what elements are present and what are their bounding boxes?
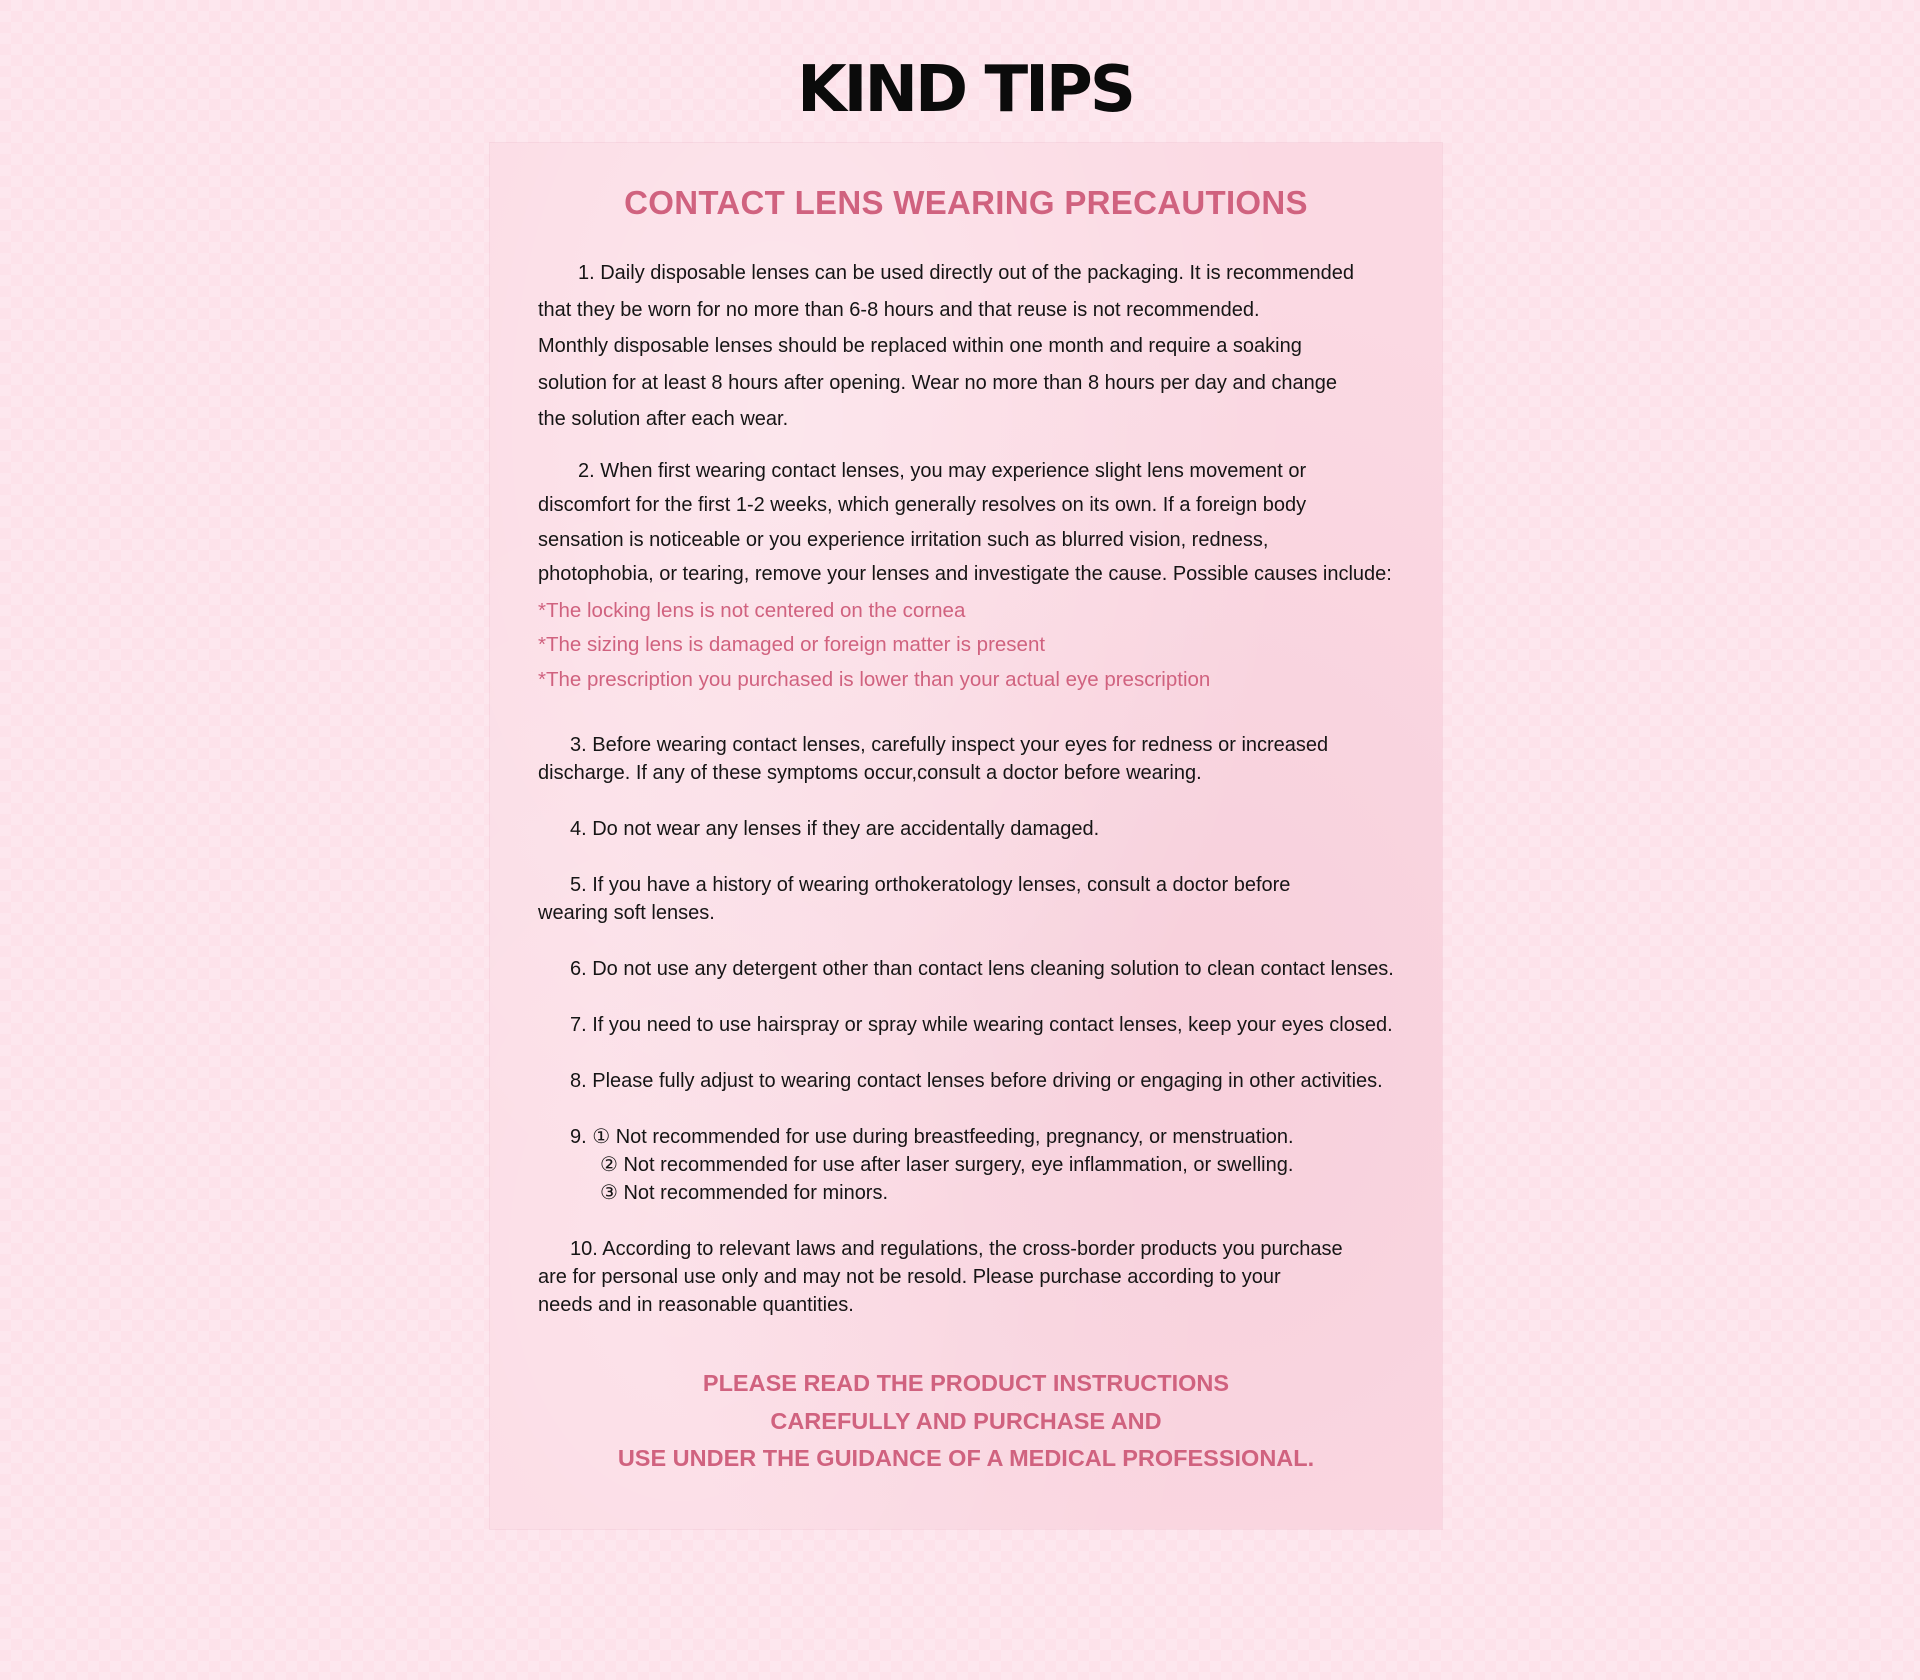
tip-4-line: 4. Do not wear any lenses if they are accidentally damaged. bbox=[570, 818, 1100, 840]
tip-10 bbox=[538, 1235, 1418, 1319]
tip-2 bbox=[538, 454, 1418, 592]
cause-item: *The sizing lens is damaged or foreign matter is present bbox=[538, 633, 1046, 656]
tip-4 bbox=[538, 815, 1418, 843]
closing-line: PLEASE READ THE PRODUCT INSTRUCTIONS bbox=[702, 1370, 1230, 1396]
tip-2-line: sensation is noticeable or you experience irritation such as blurred vision, redness, bbox=[538, 528, 1269, 551]
tip-9 bbox=[538, 1123, 1418, 1207]
tip-3 bbox=[538, 731, 1418, 787]
tip-6-line: 6. Do not use any detergent other than contact lens cleaning solution to clean contact lenses. bbox=[570, 958, 1394, 980]
tip-6 bbox=[538, 955, 1418, 983]
tip-9-line: ② Not recommended for use after laser surgery, eye inflammation, or swelling. bbox=[600, 1154, 1294, 1176]
possible-causes-list bbox=[538, 594, 1418, 698]
tip-3-line: 3. Before wearing contact lenses, carefully inspect your eyes for redness or increased bbox=[570, 734, 1329, 756]
cause-item: *The prescription you purchased is lower than your actual eye prescription bbox=[538, 667, 1211, 691]
tip-8-line: 8. Please fully adjust to wearing contact lenses before driving or engaging in other activities. bbox=[570, 1070, 1383, 1092]
tip-10-line: 10. According to relevant laws and regulations, the cross-border products you purchase bbox=[570, 1238, 1343, 1260]
tip-1-line: solution for at least 8 hours after opening. Wear no more than 8 hours per day and change bbox=[538, 371, 1338, 394]
tip-9-line: ③ Not recommended for minors. bbox=[600, 1182, 889, 1204]
tip-8 bbox=[538, 1067, 1418, 1095]
card-heading: CONTACT LENS WEARING PRECAUTIONS bbox=[624, 184, 1308, 221]
tip-7-line: 7. If you need to use hairspray or spray while wearing contact lenses, keep your eyes closed. bbox=[570, 1014, 1393, 1036]
tip-5-line: 5. If you have a history of wearing orthokeratology lenses, consult a doctor before bbox=[570, 874, 1291, 896]
tip-1 bbox=[538, 255, 1418, 438]
page-title: KIND TIPS bbox=[797, 53, 1133, 127]
tip-3-line: discharge. If any of these symptoms occur,consult a doctor before wearing. bbox=[538, 762, 1202, 784]
closing-line: CAREFULLY AND PURCHASE AND bbox=[770, 1407, 1162, 1434]
tip-9-line: 9. ① Not recommended for use during breastfeeding, pregnancy, or menstruation. bbox=[570, 1126, 1294, 1148]
tip-5-line: wearing soft lenses. bbox=[538, 902, 715, 924]
tip-2-line: photophobia, or tearing, remove your lenses and investigate the cause. Possible causes include: bbox=[538, 563, 1392, 585]
tip-1-line: the solution after each wear. bbox=[538, 408, 789, 430]
tip-10-line: needs and in reasonable quantities. bbox=[538, 1294, 854, 1316]
closing-line: USE UNDER THE GUIDANCE OF A MEDICAL PROFESSIONAL. bbox=[617, 1445, 1315, 1471]
closing-notice bbox=[490, 1365, 1442, 1478]
tip-7 bbox=[538, 1011, 1418, 1039]
tip-1-line: 1. Daily disposable lenses can be used directly out of the packaging. It is recommended bbox=[578, 262, 1354, 284]
tip-10-line: are for personal use only and may not be resold. Please purchase according to your bbox=[538, 1266, 1281, 1288]
cause-item: *The locking lens is not centered on the cornea bbox=[538, 598, 966, 622]
tip-1-line: Monthly disposable lenses should be replaced within one month and require a soaking bbox=[538, 335, 1302, 357]
precautions-card bbox=[490, 143, 1442, 1529]
precautions-list bbox=[538, 255, 1418, 1319]
tip-2-line: discomfort for the first 1-2 weeks, which generally resolves on its own. If a foreign body bbox=[538, 494, 1307, 516]
tip-2-line: 2. When first wearing contact lenses, you may experience slight lens movement or bbox=[578, 459, 1307, 482]
tip-1-line: that they be worn for no more than 6-8 hours and that reuse is not recommended. bbox=[538, 298, 1260, 321]
tip-5 bbox=[538, 871, 1418, 927]
